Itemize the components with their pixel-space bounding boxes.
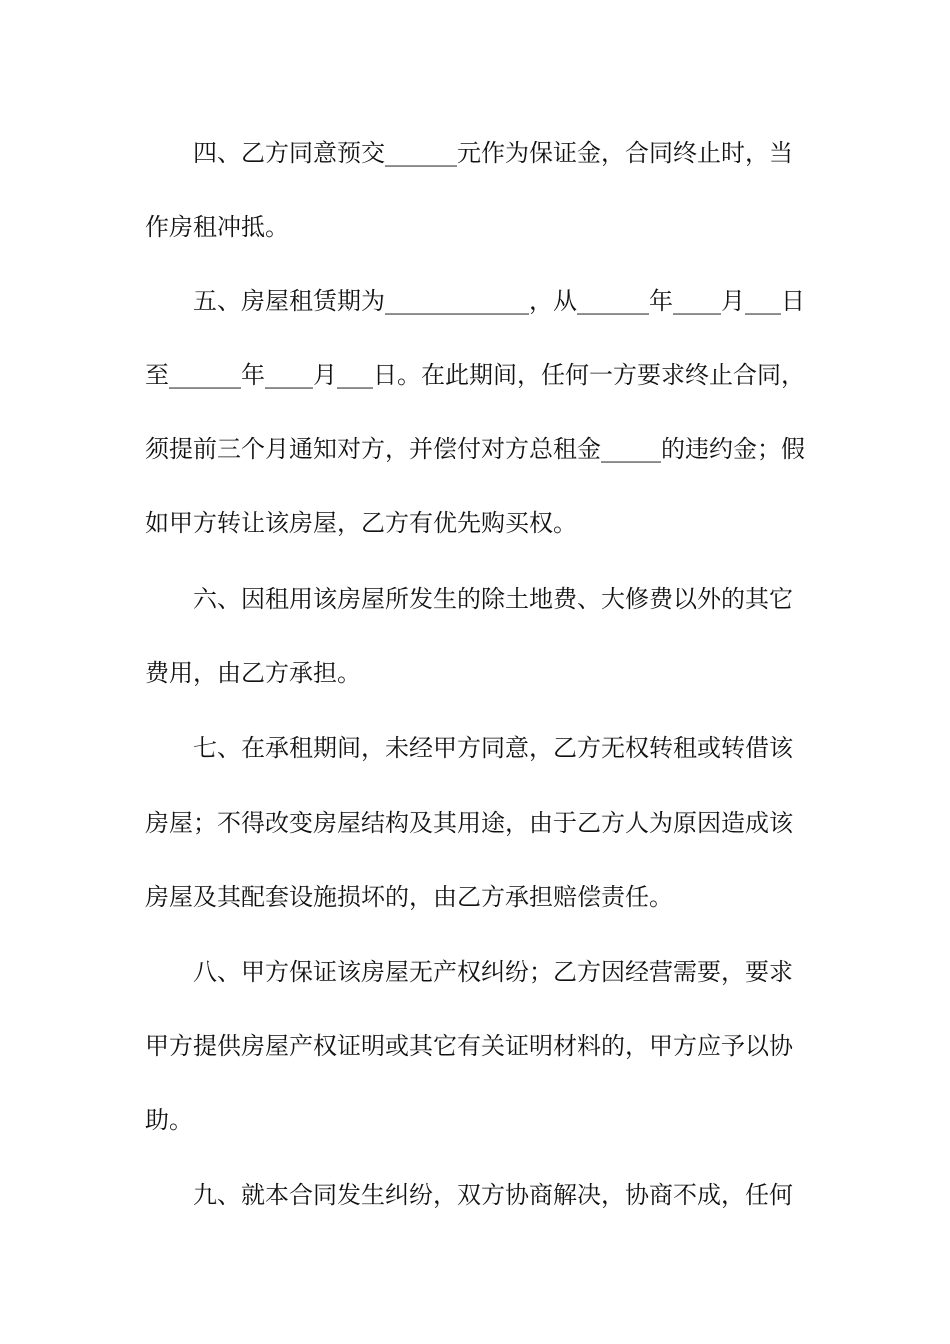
clause-9-line-1: 九、就本合同发生纠纷，双方协商解决，协商不成，任何	[193, 1181, 793, 1209]
clause-8-line-3: 助。	[145, 1106, 193, 1134]
clause-6-line-1: 六、因租用该房屋所发生的除土地费、大修费以外的其它	[193, 585, 793, 613]
clause-5-line-3: 须提前三个月通知对方，并偿付对方总租金_____的违约金；假	[145, 435, 805, 463]
clause-4-line-2: 作房租冲抵。	[145, 213, 289, 241]
clause-5-line-2: 至______年____月___日。在此期间，任何一方要求终止合同，	[145, 361, 805, 389]
clause-6-line-2: 费用，由乙方承担。	[145, 659, 361, 687]
clause-4-line-1: 四、乙方同意预交______元作为保证金，合同终止时，当	[193, 139, 793, 167]
clause-5-line-1: 五、房屋租赁期为____________，从______年____月___日	[193, 287, 805, 315]
clause-8-line-1: 八、甲方保证该房屋无产权纠纷；乙方因经营需要，要求	[193, 958, 793, 986]
clause-7-line-3: 房屋及其配套设施损坏的，由乙方承担赔偿责任。	[145, 883, 673, 911]
clause-5-line-4: 如甲方转让该房屋，乙方有优先购买权。	[145, 509, 577, 537]
clause-7-line-2: 房屋；不得改变房屋结构及其用途，由于乙方人为原因造成该	[145, 809, 793, 837]
clause-7-line-1: 七、在承租期间，未经甲方同意，乙方无权转租或转借该	[193, 734, 793, 762]
clause-8-line-2: 甲方提供房屋产权证明或其它有关证明材料的，甲方应予以协	[145, 1032, 793, 1060]
